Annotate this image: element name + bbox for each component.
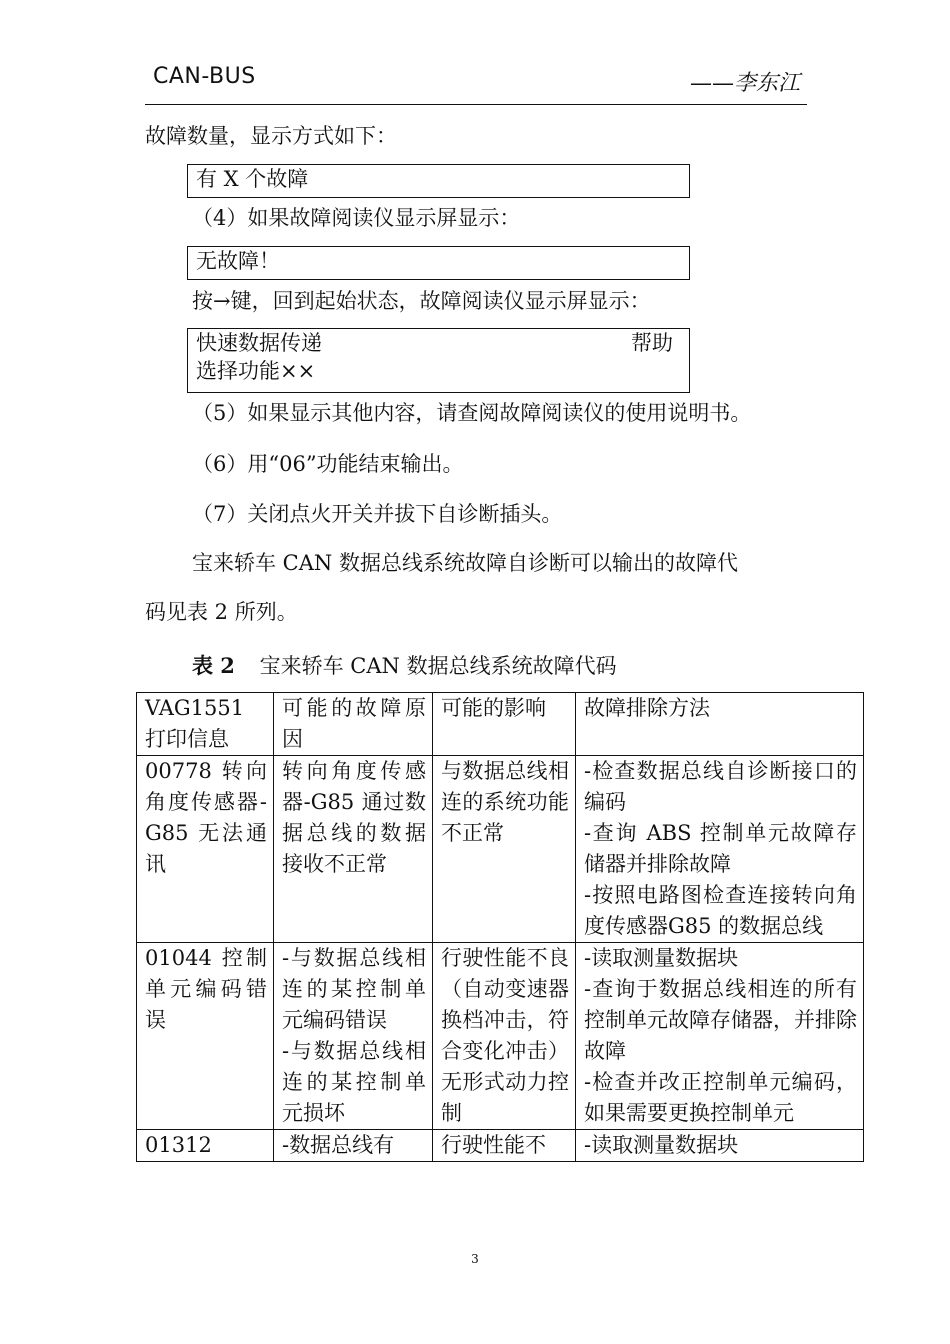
- display-box-text-right: 帮助: [631, 331, 673, 355]
- display-box-text: 有 X 个故障: [196, 167, 309, 191]
- table-cell-effect: 与数据总线相连的系统功能不正常: [433, 756, 576, 943]
- table-cell-fix: [576, 943, 864, 1130]
- display-box-fault-count: [187, 164, 690, 198]
- table-cell-effect: 行驶性能不: [433, 1130, 576, 1162]
- table-header-cell: 可能的故障原因: [274, 693, 433, 756]
- table-row: [137, 756, 864, 943]
- table-cell-cause: 转向角度传感器-G85 通过数据总线的数据接收不正常: [274, 756, 433, 943]
- table-header-cell: 可能的影响: [433, 693, 576, 756]
- table-row: [137, 943, 864, 1130]
- paragraph-press-key: 按→键，回到起始状态，故障阅读仪显示屏显示：: [192, 289, 651, 313]
- paragraph-summary-cont: 码见表 2 所列。: [145, 600, 298, 624]
- display-box-text: 快速数据传递: [196, 331, 322, 355]
- fix-step: -查询于数据总线相连的所有控制单元故障存储器，并排除故障: [584, 977, 857, 1063]
- table-cell-code: 01312: [137, 1130, 274, 1162]
- display-box-start-state: [187, 328, 690, 393]
- table-cell-fix: -读取测量数据块: [576, 1130, 864, 1162]
- display-box-text: 无故障！: [196, 249, 280, 273]
- display-box-no-fault: [187, 246, 690, 280]
- table-cell-cause: -数据总线有: [274, 1130, 433, 1162]
- paragraph-step-4: （4）如果故障阅读仪显示屏显示：: [192, 206, 521, 230]
- display-box-row: [196, 329, 689, 357]
- table-cell-cause: [274, 943, 433, 1130]
- fix-step: -检查数据总线自诊断接口的编码: [584, 759, 857, 814]
- table-cell-code: 01044 控制单元编码错误: [137, 943, 274, 1130]
- paragraph-step-6: （6）用“06”功能结束输出。: [192, 452, 464, 476]
- fix-step: -按照电路图检查连接转向角度传感器G85 的数据总线: [584, 883, 857, 938]
- paragraph-step-7: （7）关闭点火开关并拔下自诊断插头。: [192, 502, 563, 526]
- table-caption-label: 表 2: [192, 653, 235, 678]
- table-caption-text: 宝来轿车 CAN 数据总线系统故障代码: [259, 654, 617, 678]
- cause-item: -与数据总线相连的某控制单元编码错误: [282, 946, 426, 1032]
- header-left-title: CAN-BUS: [153, 64, 256, 89]
- table-caption: [192, 650, 617, 680]
- table-header-cell: VAG1551 打印信息: [137, 693, 274, 756]
- table-cell-effect: 行驶性能不良（自动变速器换档冲击，符合变化冲击）无形式动力控制: [433, 943, 576, 1130]
- table-cell-code: 00778 转向角度传感器-G85 无法通讯: [137, 756, 274, 943]
- paragraph-step-5: （5）如果显示其他内容，请查阅故障阅读仪的使用说明书。: [192, 401, 752, 425]
- display-box-text: 选择功能××: [196, 359, 316, 383]
- fix-step: -查询 ABS 控制单元故障存储器并排除故障: [584, 821, 857, 876]
- fix-step: -检查并改正控制单元编码，如果需要更换控制单元: [584, 1070, 857, 1125]
- page-number: 3: [471, 1252, 479, 1266]
- table-header-cell: 故障排除方法: [576, 693, 864, 756]
- paragraph-fault-count: 故障数量，显示方式如下：: [145, 124, 397, 148]
- table-cell-fix: [576, 756, 864, 943]
- table-header-row: [137, 693, 864, 756]
- cause-item: -与数据总线相连的某控制单元损坏: [282, 1039, 426, 1125]
- table-row: [137, 1130, 864, 1162]
- fault-code-table: [136, 692, 864, 1162]
- fix-step: -读取测量数据块: [584, 946, 739, 970]
- header-author: ——李东江: [689, 71, 800, 96]
- header-rule: [145, 104, 807, 105]
- paragraph-summary: 宝来轿车 CAN 数据总线系统故障自诊断可以输出的故障代: [192, 551, 738, 575]
